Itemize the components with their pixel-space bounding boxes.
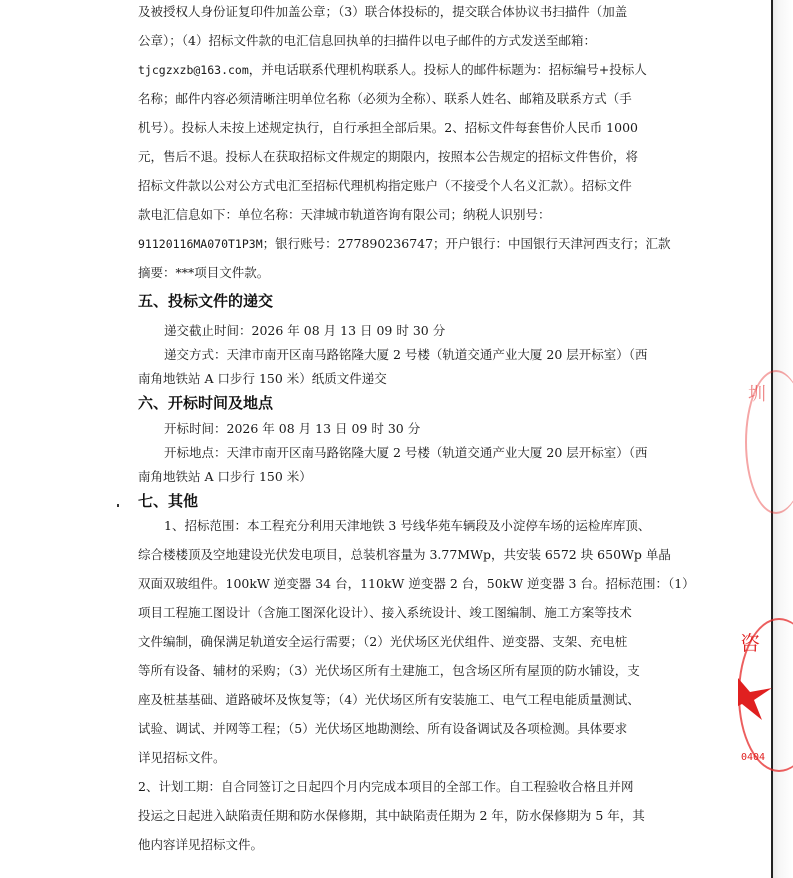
text-line: 及被授权人身份证复印件加盖公章；（3）联合体投标的，提交联合体协议书扫描件（加盖 xyxy=(138,4,628,19)
text-line: 摘要：***项目文件款。 xyxy=(138,265,270,280)
text-line: 机号）。投标人未按上述规定执行，自行承担全部后果。2、招标文件每套售价人民币 1000 xyxy=(138,120,638,135)
tax-id: 91120116MA070T1P3M xyxy=(138,237,263,251)
text-line: 他内容详见招标文件。 xyxy=(138,837,264,852)
text-line: 递交方式：天津市南开区南马路铭隆大厦 2 号楼（轨道交通产业大厦 20 层开标室）（西 xyxy=(164,347,648,362)
text-line: 综合楼楼顶及空地建设光伏发电项目，总装机容量为 3.77MWp，共安装 6572 块 650Wp 单晶 xyxy=(138,547,671,562)
section-heading: 六、开标时间及地点 xyxy=(138,394,274,412)
text-line: 南角地铁站 A 口步行 150 米） xyxy=(138,469,312,484)
text-line: 项目工程施工图设计（含施工图深化设计）、接入系统设计、竣工图编制、施工方案等技术 xyxy=(138,605,632,620)
text-line: 公章）；（4）招标文件款的电汇信息回执单的扫描件以电子邮件的方式发送至邮箱： xyxy=(138,33,596,48)
section-heading: 七、其他 xyxy=(138,492,199,510)
text-line: 开标地点：天津市南开区南马路铭隆大厦 2 号楼（轨道交通产业大厦 20 层开标室）（西 xyxy=(164,445,648,460)
text-line: 开标时间：2026 年 08 月 13 日 09 时 30 分 xyxy=(164,421,421,436)
text-line: 投运之日起进入缺陷责任期和防水保修期，其中缺陷责任期为 2 年，防水保修期为 5 年，其 xyxy=(138,808,645,823)
text-line: 元，售后不退。投标人在获取招标文件规定的期限内，按照本公告规定的招标文件售价，将 xyxy=(138,149,639,164)
text-line: 递交截止时间：2026 年 08 月 13 日 09 时 30 分 xyxy=(164,323,446,338)
stamp-text-mid: 咨 xyxy=(740,631,760,655)
text-line: 名称；邮件内容必须清晰注明单位名称（必须为全称）、联系人姓名、邮箱及联系方式（手 xyxy=(138,91,632,106)
text-line: 详见招标文件。 xyxy=(138,750,226,765)
stamp-text-top: 圳 xyxy=(748,384,766,405)
text-line: tjcgzxzb@163.com，并电话联系代理机构联系人。投标人的邮件标题为：招标编号+投标人 xyxy=(138,62,647,77)
stamp-code: 0404 xyxy=(741,752,766,763)
text-line: 试验、调试、并网等工程；（5）光伏场区地勘测绘、所有设备调试及各项检测。具体要求 xyxy=(138,721,628,736)
text-line: 文件编制，确保满足轨道安全运行需要；（2）光伏场区光伏组件、逆变器、支架、充电桩 xyxy=(138,634,628,649)
text-line: 1、招标范围：本工程充分利用天津地铁 3 号线华苑车辆段及小淀停车场的运检库库顶、 xyxy=(164,518,651,533)
star-icon xyxy=(738,672,772,724)
scan-speck xyxy=(117,504,119,507)
text-line: 座及桩基基础、道路破坏及恢复等；（4）光伏场区所有安装施工、电气工程电能质量测试、 xyxy=(138,692,640,707)
text-line: 91120116MA070T1P3M；银行账号：277890236747；开户银行：中国银行天津河西支行；汇款 xyxy=(138,236,671,251)
text-line: 南角地铁站 A 口步行 150 米）纸质文件递交 xyxy=(138,371,387,386)
email-address: tjcgzxzb@163.com xyxy=(138,63,249,77)
text-line: 款电汇信息如下：单位名称：天津城市轨道咨询有限公司；纳税人识别号： xyxy=(138,207,551,222)
section-heading: 五、投标文件的递交 xyxy=(138,292,274,310)
text-line: 2、计划工期：自合同签订之日起四个月内完成本项目的全部工作。自工程验收合格且并网 xyxy=(138,779,634,794)
text-line: 双面双玻组件。100kW 逆变器 34 台，110kW 逆变器 2 台，50kW 逆变器 3 台。招标范围：（1） xyxy=(138,576,695,591)
text-line: 等所有设备、辅材的采购；（3）光伏场区所有土建施工，包含场区所有屋顶的防水铺设，支 xyxy=(138,663,640,678)
text-line: 招标文件款以公对公方式电汇至招标代理机构指定账户（不接受个人名义汇款）。招标文件 xyxy=(138,178,632,193)
